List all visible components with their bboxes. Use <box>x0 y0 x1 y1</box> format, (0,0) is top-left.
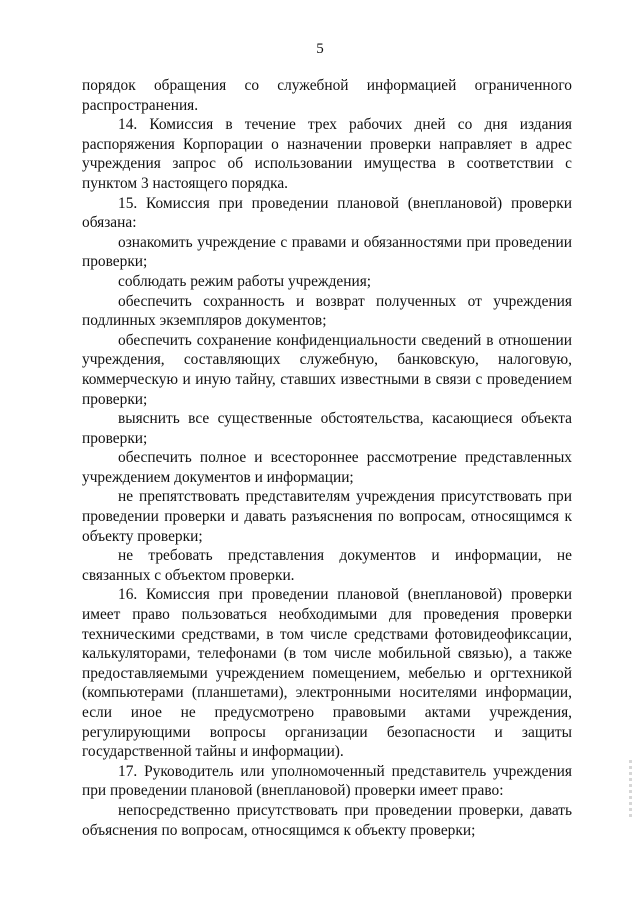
paragraph: не требовать представления документов и информации, не связанных с объектом проверки. <box>82 547 572 584</box>
paragraph: порядок обращения со служебной информацией ограниченного распространения. <box>82 77 572 114</box>
paragraph: не препятствовать представителям учреждения присутствовать при проведении проверки и давать разъяснения по вопросам, относящимся к объекту проверки; <box>82 488 572 545</box>
paragraph: обеспечить сохранность и возврат полученных от учреждения подлинных экземпляров документов; <box>82 292 572 330</box>
paragraph: 14. Комиссия в течение трех рабочих дней со дня издания распоряжения Корпорации о назначении проверки направляет в адрес учреждения запрос об использовании имущества в соответствии с пунктом 3 настоящего порядка. <box>82 116 572 192</box>
paragraph: непосредственно присутствовать при проведении проверки, давать объяснения по вопросам, относящимся к объекту проверки; <box>82 801 572 839</box>
scan-edge-mark <box>629 760 632 820</box>
paragraph: 15. Комиссия при проведении плановой (внеплановой) проверки обязана: <box>82 194 572 232</box>
paragraph: соблюдать режим работы учреждения; <box>118 272 372 290</box>
paragraph: обеспечить сохранение конфиденциальности сведений в отношении учреждения, составляющих служебную, банковскую, налоговую, коммерческую и иную тайну, ставших известными в связи с проведением проверки; <box>82 331 572 408</box>
paragraph: 16. Комиссия при проведении плановой (внеплановой) проверки имеет право пользоваться необходимыми для проведения проверки техническими средствами, в том числе средствами фотовидеофиксации, калькуляторами, телефонами (в том числе мобильной связью), а также предоставляемыми учреждением помещением, мебелью и оргтехникой (компьютерами (планшетами), электронными носителями информации, если иное не предусмотрено правовыми актами учреждения, регулирующими вопросы организации безопасности и защиты государственной тайны и информации). <box>82 586 572 761</box>
paragraph: 17. Руководитель или уполномоченный представитель учреждения при проведении плановой (внеплановой) проверки имеет право: <box>82 762 572 800</box>
paragraph: ознакомить учреждение с правами и обязанностями при проведении проверки; <box>82 233 572 271</box>
paragraph: обеспечить полное и всестороннее рассмотрение представленных учреждением документов и информации; <box>82 449 572 486</box>
page-number: 5 <box>316 41 324 57</box>
document-body <box>82 76 572 840</box>
paragraph: выяснить все существенные обстоятельства, касающиеся объекта проверки; <box>82 410 572 447</box>
